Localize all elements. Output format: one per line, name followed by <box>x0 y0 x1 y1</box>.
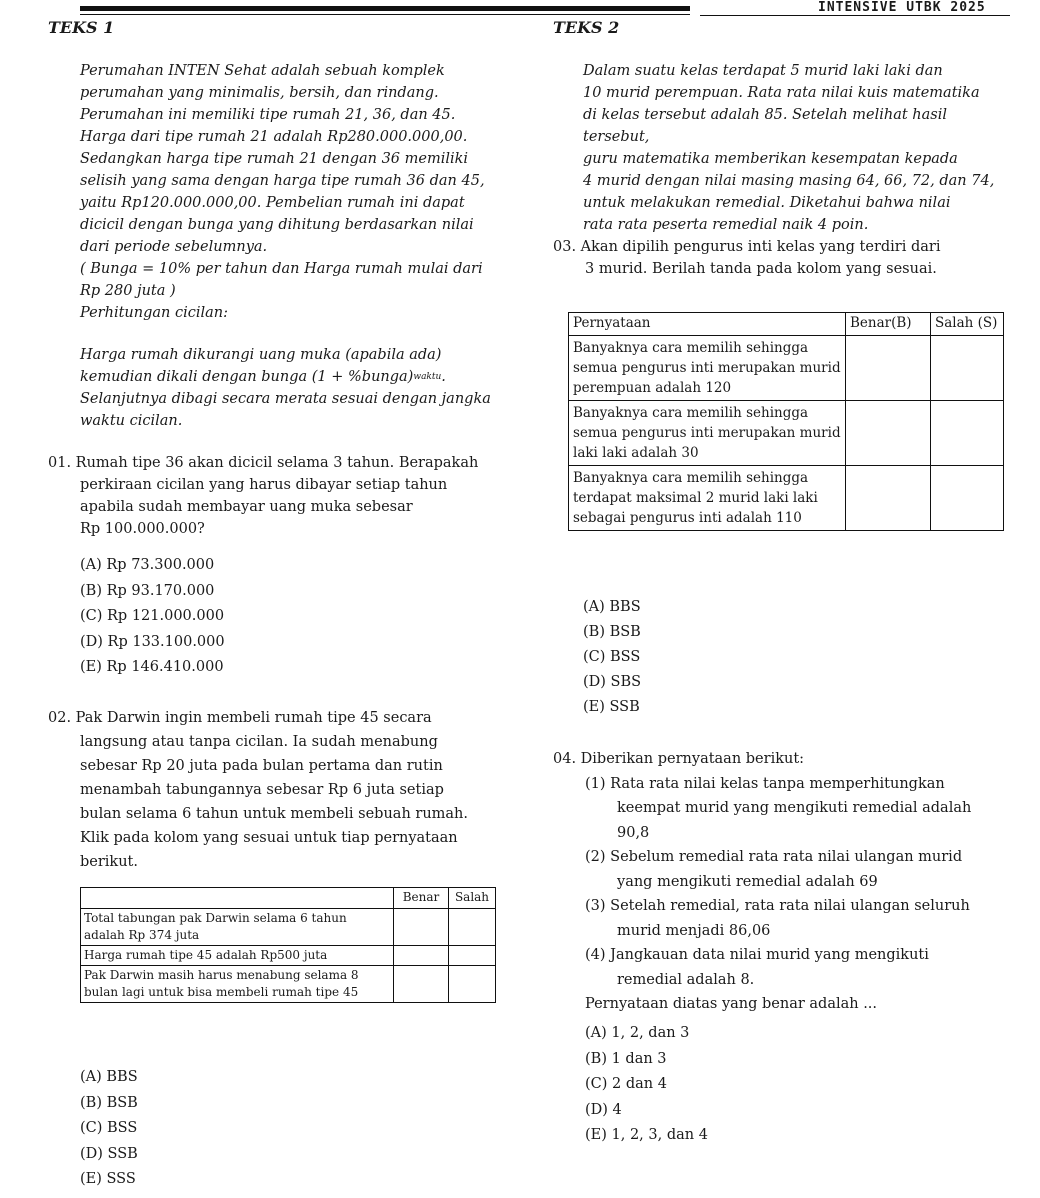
statement-2: (2) Sebelum remedial rata rata nilai ulangan murid <box>585 849 963 865</box>
statement-3: (3) Setelah remedial, rata rata nilai ulangan seluruh <box>585 898 970 914</box>
intro-line: 4 murid dengan nilai masing masing 64, 66, 72, dan 74, <box>583 173 995 189</box>
option-c[interactable]: (C) BSS <box>80 1120 138 1136</box>
question-04 <box>553 747 1013 1017</box>
question-line: 04. Diberikan pernyataan berikut: <box>553 751 805 767</box>
calc-description <box>80 344 510 432</box>
intro-line: selisih yang sama dengan harga tipe rumah 36 dan 45, <box>80 173 485 189</box>
question-line: Rp 100.000.000? <box>80 521 205 537</box>
teks1-intro <box>80 60 500 324</box>
teks2-heading: TEKS 2 <box>553 18 620 37</box>
table-row <box>569 466 1004 531</box>
option-b[interactable]: (B) 1 dan 3 <box>585 1050 667 1067</box>
option-a[interactable]: (A) 1, 2, dan 3 <box>585 1025 690 1041</box>
table-cell-statement: Pak Darwin masih harus menabung selama 8 bulan lagi untuk bisa membeli rumah tipe 45 <box>81 966 394 1003</box>
table-cell-statement: Banyaknya cara memilih sehingga semua pengurus inti merupakan murid perempuan adalah 120 <box>569 336 846 401</box>
option-c[interactable]: (C) BSS <box>583 649 641 665</box>
brand-label: INTENSIVE UTBK 2025 <box>818 0 986 15</box>
option-c[interactable]: (C) 2 dan 4 <box>585 1076 667 1092</box>
q1-options <box>80 553 380 681</box>
salah-cell[interactable] <box>449 946 496 966</box>
intro-line: Perumahan ini memiliki tipe rumah 21, 36, dan 45. <box>80 107 456 123</box>
salah-cell[interactable] <box>931 466 1004 531</box>
table-cell-statement: Harga rumah tipe 45 adalah Rp500 juta <box>81 946 394 966</box>
statement-4-cont: remedial adalah 8. <box>617 971 755 988</box>
question-line: 3 murid. Berilah tanda pada kolom yang sesuai. <box>585 261 937 277</box>
table-cell-statement: Banyaknya cara memilih sehingga terdapat maksimal 2 murid laki laki sebagai pengurus inti adalah 110 <box>569 466 846 531</box>
table-row <box>81 946 496 966</box>
question-line: bulan selama 6 tahun untuk membeli sebuah rumah. <box>80 806 469 822</box>
statement-1-cont: keempat murid yang mengikuti remedial adalah <box>617 800 972 816</box>
option-a[interactable]: (A) BBS <box>583 599 641 615</box>
table-row <box>569 401 1004 466</box>
option-b[interactable]: (B) BSB <box>583 624 641 640</box>
table-header-benar: Benar(B) <box>846 313 931 336</box>
benar-cell[interactable] <box>394 946 449 966</box>
calc-line: Selanjutnya dibagi secara merata sesuai dengan jangka <box>80 391 491 407</box>
q2-table <box>80 887 496 1003</box>
option-a[interactable]: (A) BBS <box>80 1069 138 1085</box>
benar-cell[interactable] <box>394 966 449 1003</box>
statement-3-cont: murid menjadi 86,06 <box>617 922 771 939</box>
option-c[interactable]: (C) Rp 121.000.000 <box>80 608 225 624</box>
option-b[interactable]: (B) BSB <box>80 1094 138 1111</box>
statement-4: (4) Jangkauan data nilai murid yang mengikuti <box>585 947 929 963</box>
header-rule-thick <box>80 6 690 11</box>
question-01 <box>48 452 508 540</box>
intro-line: Harga dari tipe rumah 21 adalah Rp280.000.000,00. <box>80 129 468 145</box>
question-line: sebesar Rp 20 juta pada bulan pertama dan rutin <box>80 758 443 774</box>
statement-1: (1) Rata rata nilai kelas tanpa memperhitungkan <box>585 775 945 792</box>
option-e[interactable]: (E) 1, 2, 3, dan 4 <box>585 1127 708 1143</box>
question-03 <box>553 236 1013 280</box>
calc-line <box>80 366 510 388</box>
question-line: 01. Rumah tipe 36 akan dicicil selama 3 tahun. Berapakah <box>48 455 479 471</box>
calc-line: waktu cicilan. <box>80 413 183 429</box>
intro-line: perumahan yang minimalis, bersih, dan rindang. <box>80 85 439 101</box>
intro-line: Perumahan INTEN Sehat adalah sebuah komplek <box>80 63 445 79</box>
salah-cell[interactable] <box>449 909 496 946</box>
q4-options <box>585 1021 845 1149</box>
table-cell-statement: Banyaknya cara memilih sehingga semua pengurus inti merupakan murid laki laki adalah 30 <box>569 401 846 466</box>
intro-line: di kelas tersebut adalah 85. Setelah melihat hasil tersebut, <box>583 107 947 145</box>
intro-line: untuk melakukan remedial. Diketahui bahwa nilai <box>583 195 951 211</box>
teks2-intro <box>583 60 1013 236</box>
table-header-statement: Pernyataan <box>569 313 846 336</box>
question-line: 02. Pak Darwin ingin membeli rumah tipe 45 secara <box>48 710 432 726</box>
option-d[interactable]: (D) SSB <box>80 1145 138 1162</box>
option-e[interactable]: (E) SSS <box>80 1171 136 1187</box>
option-d[interactable]: (D) 4 <box>585 1101 622 1118</box>
benar-cell[interactable] <box>394 909 449 946</box>
table-header-statement <box>81 888 394 909</box>
option-b[interactable]: (B) Rp 93.170.000 <box>80 582 215 599</box>
option-e[interactable]: (E) SSB <box>583 699 640 715</box>
question-line: langsung atau tanpa cicilan. Ia sudah menabung <box>80 734 438 750</box>
table-row <box>81 966 496 1003</box>
salah-cell[interactable] <box>931 336 1004 401</box>
calc-line-end: . <box>441 369 446 385</box>
q2-options <box>80 1065 280 1193</box>
intro-line: guru matematika memberikan kesempatan kepada <box>583 151 958 167</box>
option-a[interactable]: (A) Rp 73.300.000 <box>80 557 215 573</box>
table-header-benar: Benar <box>394 888 449 909</box>
calc-exponent: waktu <box>413 372 442 382</box>
table-row <box>569 336 1004 401</box>
intro-line: Rp 280 juta ) <box>80 283 176 299</box>
question-02 <box>48 706 508 874</box>
q3-options <box>583 595 783 720</box>
table-row <box>81 909 496 946</box>
option-d[interactable]: (D) SBS <box>583 674 642 690</box>
salah-cell[interactable] <box>449 966 496 1003</box>
option-e[interactable]: (E) Rp 146.410.000 <box>80 659 224 675</box>
table-header-row <box>81 888 496 909</box>
intro-line: dari periode sebelumnya. <box>80 239 268 255</box>
brand-underline <box>700 15 1010 16</box>
intro-line: Sedangkan harga tipe rumah 21 dengan 36 memiliki <box>80 151 469 167</box>
intro-line: ( Bunga = 10% per tahun dan Harga rumah mulai dari <box>80 261 483 277</box>
statement-1-cont: 90,8 <box>617 824 650 841</box>
table-header-row <box>569 313 1004 336</box>
statement-2-cont: yang mengikuti remedial adalah 69 <box>617 873 878 890</box>
question-line: menambah tabungannya sebesar Rp 6 juta setiap <box>80 782 444 798</box>
question-line: 03. Akan dipilih pengurus inti kelas yang terdiri dari <box>553 239 941 255</box>
option-d[interactable]: (D) Rp 133.100.000 <box>80 633 225 650</box>
table-cell-statement: Total tabungan pak Darwin selama 6 tahun adalah Rp 374 juta <box>81 909 394 946</box>
question-line: apabila sudah membayar uang muka sebesar <box>80 499 413 515</box>
q4-statements <box>553 772 1013 1017</box>
benar-cell[interactable] <box>846 466 931 531</box>
q4-prompt: Pernyataan diatas yang benar adalah ... <box>585 996 878 1012</box>
q3-table <box>568 312 1004 531</box>
calc-line: Harga rumah dikurangi uang muka (apabila ada) <box>80 347 442 363</box>
question-line: perkiraan cicilan yang harus dibayar setiap tahun <box>80 477 448 493</box>
table-header-salah: Salah <box>449 888 496 909</box>
intro-line: rata rata peserta remedial naik 4 poin. <box>583 217 869 233</box>
teks1-heading: TEKS 1 <box>48 18 115 37</box>
benar-cell[interactable] <box>846 401 931 466</box>
intro-line: yaitu Rp120.000.000,00. Pembelian rumah ini dapat <box>80 195 465 211</box>
intro-line: dicicil dengan bunga yang dihitung berdasarkan nilai <box>80 217 474 233</box>
calc-line-text: kemudian dikali dengan bunga (1 + %bunga) <box>80 369 414 385</box>
benar-cell[interactable] <box>846 336 931 401</box>
question-line: berikut. <box>80 854 138 870</box>
table-header-salah: Salah (S) <box>931 313 1004 336</box>
header-rule-thin <box>80 14 690 15</box>
intro-line: Perhitungan cicilan: <box>80 305 228 321</box>
question-line: Klik pada kolom yang sesuai untuk tiap pernyataan <box>80 830 458 846</box>
salah-cell[interactable] <box>931 401 1004 466</box>
intro-line: 10 murid perempuan. Rata rata nilai kuis matematika <box>583 85 980 101</box>
intro-line: Dalam suatu kelas terdapat 5 murid laki laki dan <box>583 63 943 79</box>
